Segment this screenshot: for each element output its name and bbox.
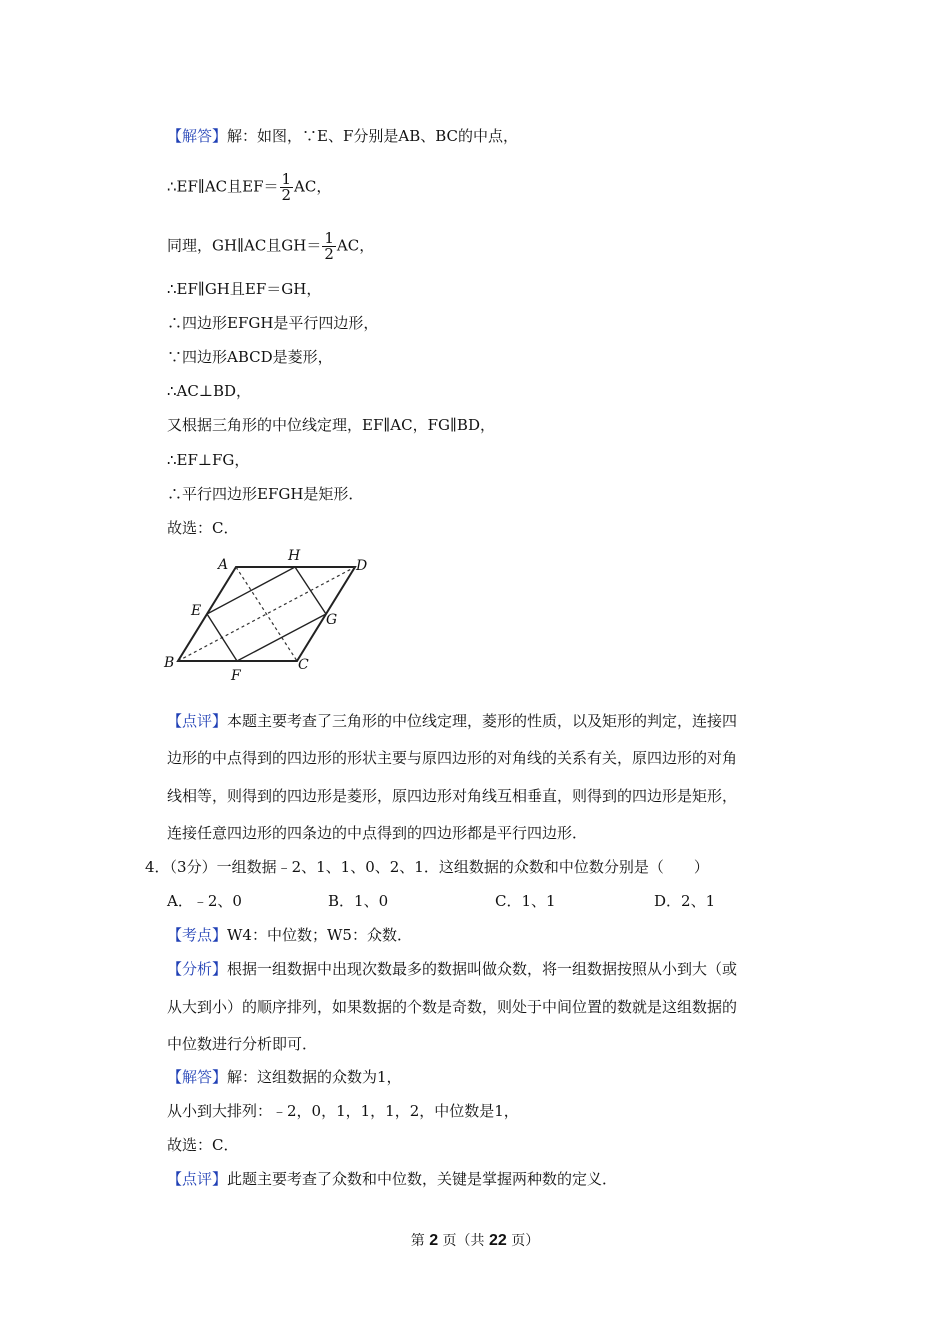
diagonal-ac <box>236 567 297 661</box>
label-g: G <box>326 612 338 628</box>
analysis-tag: 【分析】 <box>167 960 228 978</box>
solution-line: 同理，GH∥AC且GH＝ $\frac{1}{2}$ AC， <box>167 229 375 263</box>
solution-line: ∴AC⊥BD， <box>167 382 252 400</box>
option-a: A．﹣2、0 <box>167 892 242 910</box>
comment-tag: 【点评】 <box>167 712 228 730</box>
solution-line: 【解答】解：如图，∵E、F分别是AB、BC的中点， <box>167 127 519 145</box>
analysis-line: 从大到小）的顺序排列，如果数据的个数是奇数，则处于中间位置的数就是这组数据的 <box>167 998 738 1016</box>
solution-line: ∴四边形EFGH是平行四边形， <box>167 314 379 332</box>
page-footer: 第 2 页（共 22 页） <box>410 1232 540 1249</box>
comment-line: 【点评】本题主要考查了三角形的中位线定理，菱形的性质，以及矩形的判定，连接四 <box>167 712 738 730</box>
option-d: D．2、1 <box>654 892 716 910</box>
point-line: 【考点】W4：中位数；W5：众数． <box>167 926 412 944</box>
analysis-line: 中位数进行分析即可． <box>167 1035 318 1053</box>
label-c: C <box>298 657 309 673</box>
label-b: B <box>164 655 175 671</box>
solution-line: 从小到大排列：﹣2，0，1，1，1，2，中位数是1， <box>167 1102 519 1120</box>
rhombus-figure <box>160 545 380 685</box>
point-tag: 【考点】 <box>167 926 228 944</box>
solution-line: ∴EF∥GH且EF＝GH， <box>167 280 322 298</box>
analysis-line: 【分析】根据一组数据中出现次数最多的数据叫做众数，将一组数据按照从小到大（或 <box>167 960 738 978</box>
comment-tag: 【点评】 <box>167 1170 228 1188</box>
option-c: C．1、1 <box>495 892 556 910</box>
solution-line: 故选：C． <box>167 519 239 537</box>
option-b: B．1、0 <box>328 892 389 910</box>
comment-line: 边形的中点得到的四边形的形状主要与原四边形的对角线的关系有关，原四边形的对角 <box>167 749 738 767</box>
label-f: F <box>231 668 241 684</box>
answer-tag: 【解答】 <box>167 1068 228 1086</box>
page-total: 22 <box>489 1232 507 1249</box>
page-number: 2 <box>429 1232 439 1249</box>
solution-line: ∵四边形ABCD是菱形， <box>167 348 333 366</box>
question-stem: 4．（3分）一组数据﹣2、1、1、0、2、1．这组数据的众数和中位数分别是（ ） <box>145 858 709 876</box>
label-d: D <box>356 558 368 574</box>
comment-line: 线相等，则得到的四边形是菱形，原四边形对角线互相垂直，则得到的四边形是矩形， <box>167 787 738 805</box>
solution-line: ∴EF∥AC且EF＝ $\frac{1}{2}$ AC， <box>167 170 332 204</box>
comment-line: 连接任意四边形的四条边的中点得到的四边形都是平行四边形． <box>167 824 588 842</box>
answer-tag: 【解答】 <box>167 127 228 145</box>
label-h: H <box>288 548 301 564</box>
solution-line: 故选：C． <box>167 1136 239 1154</box>
fraction: $\frac{1}{2}$ <box>324 229 334 263</box>
solution-line: 又根据三角形的中位线定理，EF∥AC，FG∥BD， <box>167 416 495 434</box>
label-e: E <box>191 603 202 619</box>
fraction: $\frac{1}{2}$ <box>281 170 292 204</box>
comment-line: 【点评】此题主要考查了众数和中位数，关键是掌握两种数的定义． <box>167 1170 618 1188</box>
solution-line: 【解答】解：这组数据的众数为1， <box>167 1068 402 1086</box>
solution-line: ∴EF⊥FG， <box>167 451 250 469</box>
label-a: A <box>218 557 229 573</box>
solution-line: ∴平行四边形EFGH是矩形． <box>167 485 364 503</box>
